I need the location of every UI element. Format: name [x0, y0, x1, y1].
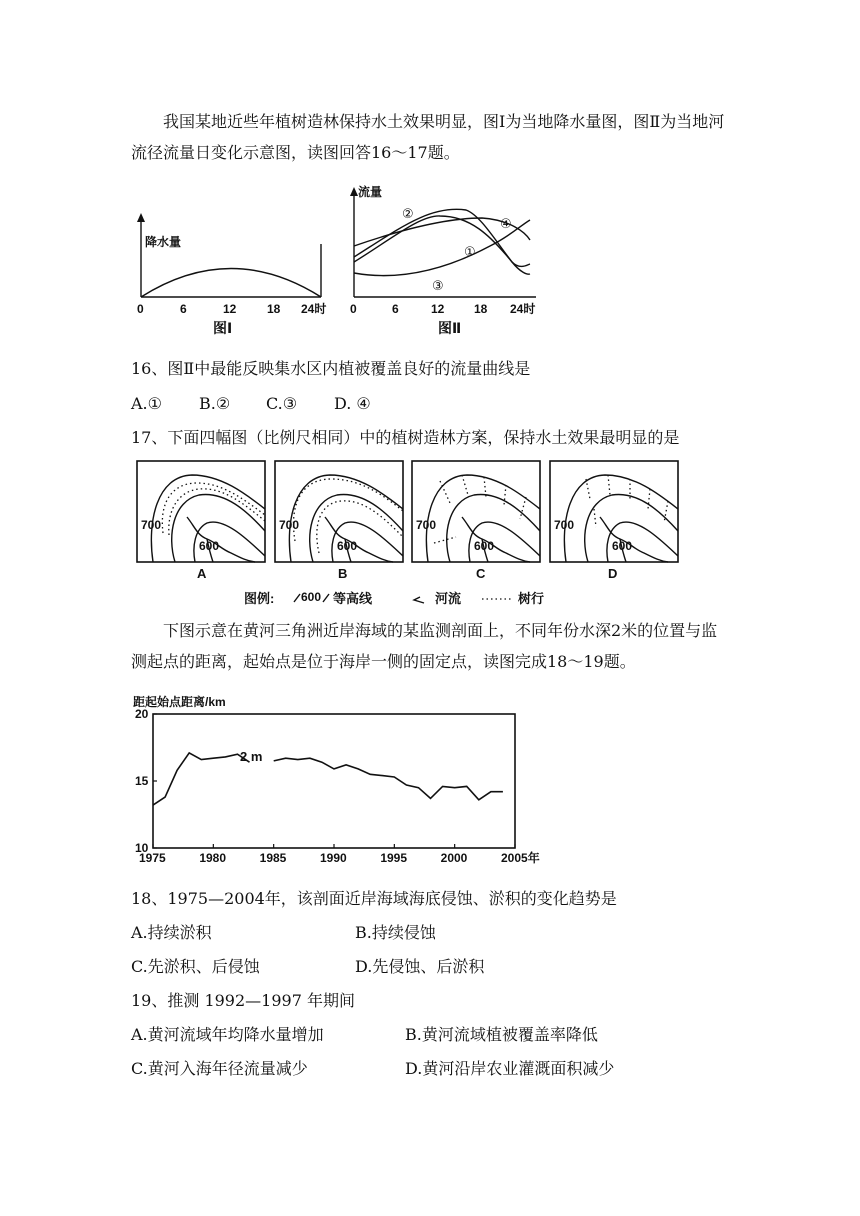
fig2-curve-4-label: ④: [500, 216, 512, 231]
map-label-b: B: [338, 566, 348, 581]
fig2-tick: 24时: [510, 302, 536, 316]
q16-option-c[interactable]: C.③: [266, 394, 298, 413]
fig1-tick: 18: [267, 302, 281, 316]
q18-option-a[interactable]: A.持续淤积: [131, 923, 212, 942]
fig1-tick: 0: [137, 302, 144, 316]
question-19-stem: 19、推测 1992—1997 年期间: [131, 991, 355, 1010]
fig2-tick: 18: [474, 302, 488, 316]
chart-xtick-label: 2000: [440, 851, 468, 865]
fig1-tick: 24时: [301, 302, 327, 316]
intro-paragraph-2: 下图示意在黄河三角洲近岸海域的某监测剖面上，不同年份水深2米的位置与监测起点的距离，起始点是位于海岸一侧的固定点，读图完成18～19题。: [131, 621, 718, 671]
legend-title: 图例:: [244, 591, 275, 606]
fig1-ylabel: 降水量: [145, 235, 182, 249]
map-a-contour-600: 600: [199, 539, 220, 553]
question-18-stem: 18、1975—2004年，该剖面近岸海域海底侵蚀、淤积的变化趋势是: [131, 889, 617, 908]
map-c-contour-600: 600: [474, 539, 495, 553]
question-17-stem: 17、下面四幅图（比例尺相同）中的植树造林方案，保持水土效果最明显的是: [131, 428, 680, 447]
map-label-d: D: [608, 566, 618, 581]
chart-frame: [153, 714, 515, 848]
fig1-caption: 图Ⅰ: [213, 320, 233, 336]
q19-option-d[interactable]: D.黄河沿岸农业灌溉面积减少: [405, 1059, 615, 1078]
fig2-curve-2-label: ②: [402, 206, 414, 221]
q16-option-a[interactable]: A.①: [131, 394, 162, 413]
fig2-curve-1-label: ①: [464, 244, 476, 259]
chart-ylabel: 距起始点距离/km: [133, 695, 226, 709]
map-b-contour-700: 700: [279, 518, 300, 532]
fig1-tick: 12: [223, 302, 237, 316]
legend-trees-label: 树行: [518, 591, 545, 606]
map-c-contour-700: 700: [416, 518, 437, 532]
q16-option-b[interactable]: B.②: [199, 394, 231, 413]
map-d-contour-600: 600: [612, 539, 633, 553]
fig2-tick: 6: [392, 302, 399, 316]
chart-xtick-label: 1975: [139, 851, 166, 865]
map-a-contour-700: 700: [141, 518, 162, 532]
fig2-curve-3-label: ③: [432, 278, 444, 293]
q19-option-c[interactable]: C.黄河入海年径流量减少: [131, 1059, 308, 1078]
fig2-ylabel: 流量: [358, 185, 383, 199]
q19-option-b[interactable]: B.黄河流域植被覆盖率降低: [405, 1025, 598, 1044]
chart-ytick-label: 10: [135, 841, 149, 855]
chart-xtick-label: 1990: [320, 851, 347, 865]
map-label-a: A: [197, 566, 207, 581]
fig2-tick: 0: [350, 302, 357, 316]
chart-xtick-label: 1985: [259, 851, 287, 865]
chart-xtick-label: 1980: [199, 851, 227, 865]
q18-option-b[interactable]: B.持续侵蚀: [355, 923, 436, 942]
legend-contour-value: 600: [301, 590, 322, 604]
map-label-c: C: [476, 566, 486, 581]
fig2-tick: 12: [431, 302, 445, 316]
chart-ytick-label: 20: [135, 707, 149, 721]
q19-option-a[interactable]: A.黄河流域年均降水量增加: [131, 1025, 324, 1044]
fig2-caption: 图Ⅱ: [438, 320, 462, 336]
chart-xtick-label: 2005年: [501, 851, 540, 865]
intro-paragraph-1: 我国某地近些年植树造林保持水土效果明显，图Ⅰ为当地降水量图，图Ⅱ为当地河流径流量日变化示意图，读图回答16～17题。: [131, 112, 725, 162]
question-16-stem: 16、图Ⅱ中最能反映集水区内植被覆盖良好的流量曲线是: [131, 359, 531, 378]
chart-series-line: [153, 753, 503, 805]
legend-river-label: 河流: [435, 591, 462, 606]
q18-option-d[interactable]: D.先侵蚀、后淤积: [355, 957, 485, 976]
legend-contour-label: 等高线: [333, 591, 373, 606]
fig1-tick: 6: [180, 302, 187, 316]
chart-annotation: 2 m: [240, 749, 263, 764]
q18-option-c[interactable]: C.先淤积、后侵蚀: [131, 957, 260, 976]
map-b-contour-600: 600: [337, 539, 358, 553]
chart-ytick-label: 15: [135, 774, 149, 788]
chart-xtick-label: 1995: [380, 851, 408, 865]
map-d-contour-700: 700: [554, 518, 575, 532]
q16-option-d[interactable]: D. ④: [334, 394, 371, 413]
